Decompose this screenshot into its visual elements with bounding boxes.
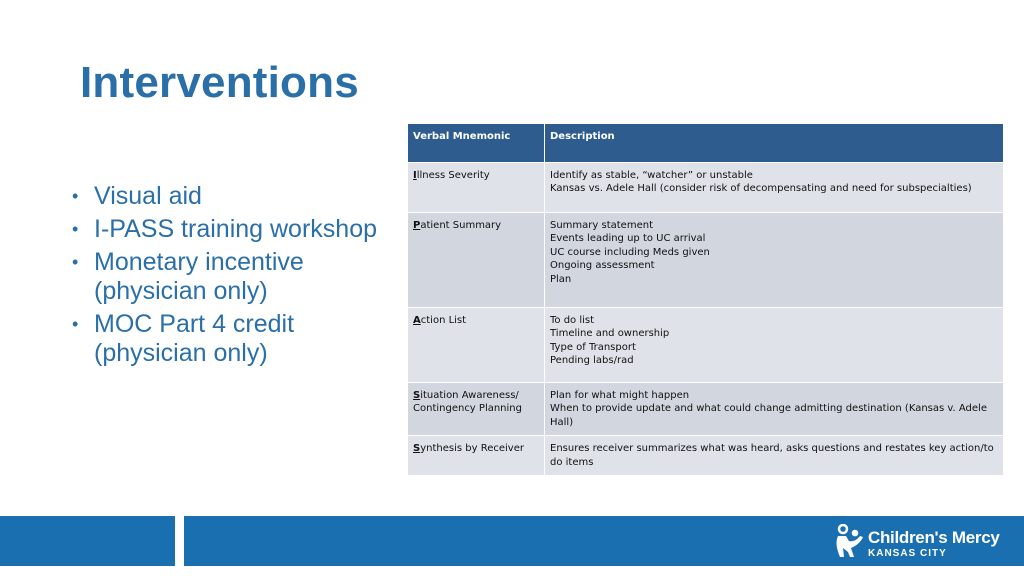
- bullet-item: [72, 248, 377, 306]
- mnemonic-rest-continued: Contingency Planning: [413, 403, 522, 415]
- mnemonic-cell: [408, 163, 545, 213]
- table-row: [408, 308, 1004, 383]
- column-header-description: Description: [545, 124, 1004, 163]
- description-line: Events leading up to UC arrival: [550, 233, 706, 245]
- description-line: Ongoing assessment: [550, 260, 655, 272]
- description-line: Type of Transport: [550, 341, 636, 353]
- mnemonic-rest: ituation Awareness/: [420, 390, 519, 401]
- description-line: Timeline and ownership: [550, 328, 670, 340]
- mnemonic-cell: [408, 383, 545, 436]
- bullet-text: Visual aid: [94, 182, 202, 210]
- mnemonic-cell: [408, 213, 545, 308]
- description-line: Identify as stable, “watcher” or unstable: [550, 170, 753, 181]
- mnemonic-letter: I: [413, 170, 417, 181]
- table-row: [408, 163, 1004, 213]
- bullet-list: [72, 182, 377, 372]
- bullet-text-continued: (physician only): [94, 339, 268, 367]
- description-cell: [545, 308, 1004, 383]
- bullet-item: [72, 182, 377, 211]
- description-cell: [545, 436, 1004, 476]
- mnemonic-rest: ction List: [420, 315, 467, 326]
- table-row: [408, 213, 1004, 308]
- bullet-text: MOC Part 4 credit: [94, 310, 295, 338]
- bullet-item: [72, 215, 377, 244]
- slide-title: Interventions: [80, 58, 359, 107]
- mnemonic-rest: ynthesis by Receiver: [420, 443, 524, 455]
- logo-name: Children's Mercy: [868, 528, 1000, 547]
- bullet-text-continued: (physician only): [94, 277, 268, 305]
- mnemonic-letter: S: [413, 443, 421, 455]
- bullet-dot: •: [72, 186, 79, 206]
- description-cell: [545, 213, 1004, 308]
- mnemonic-letter: S: [413, 390, 421, 401]
- description-line: To do list: [550, 315, 595, 326]
- bullet-dot: •: [72, 252, 79, 272]
- description-line: When to provide update and what could change admitting destination (Kansas v. Adele Hall): [550, 403, 987, 428]
- footer-bar-left: [0, 516, 175, 566]
- bullet-dot: •: [72, 314, 79, 334]
- description-line: Kansas vs. Adele Hall (consider risk of decompensating and need for subspecialties): [550, 183, 972, 195]
- bullet-item: [72, 310, 377, 368]
- ipass-table: [407, 123, 1004, 476]
- childrens-mercy-logo: [834, 523, 1014, 561]
- table-row: [408, 436, 1004, 476]
- table-header-row: [408, 124, 1004, 163]
- mnemonic-letter: P: [413, 220, 421, 231]
- logo-subtitle: KANSAS CITY: [868, 548, 947, 559]
- description-line: Plan: [550, 273, 572, 285]
- children-figure-icon: [834, 524, 866, 560]
- bullet-text: I-PASS training workshop: [94, 215, 377, 243]
- mnemonic-rest: atient Summary: [420, 220, 502, 231]
- mnemonic-letter: A: [413, 315, 421, 326]
- description-line: UC course including Meds given: [550, 246, 710, 258]
- description-line: Summary statement: [550, 220, 653, 231]
- description-cell: [545, 163, 1004, 213]
- bullet-text: Monetary incentive: [94, 248, 304, 276]
- column-header-mnemonic: Verbal Mnemonic: [408, 124, 545, 163]
- table-row: [408, 383, 1004, 436]
- description-cell: [545, 383, 1004, 436]
- mnemonic-rest: llness Severity: [416, 170, 490, 181]
- mnemonic-cell: [408, 308, 545, 383]
- mnemonic-cell: [408, 436, 545, 476]
- description-line: Plan for what might happen: [550, 390, 690, 401]
- description-line: Ensures receiver summarizes what was heard, asks questions and restates key action/to do items: [550, 443, 994, 468]
- bullet-dot: •: [72, 219, 79, 239]
- description-line: Pending labs/rad: [550, 355, 634, 367]
